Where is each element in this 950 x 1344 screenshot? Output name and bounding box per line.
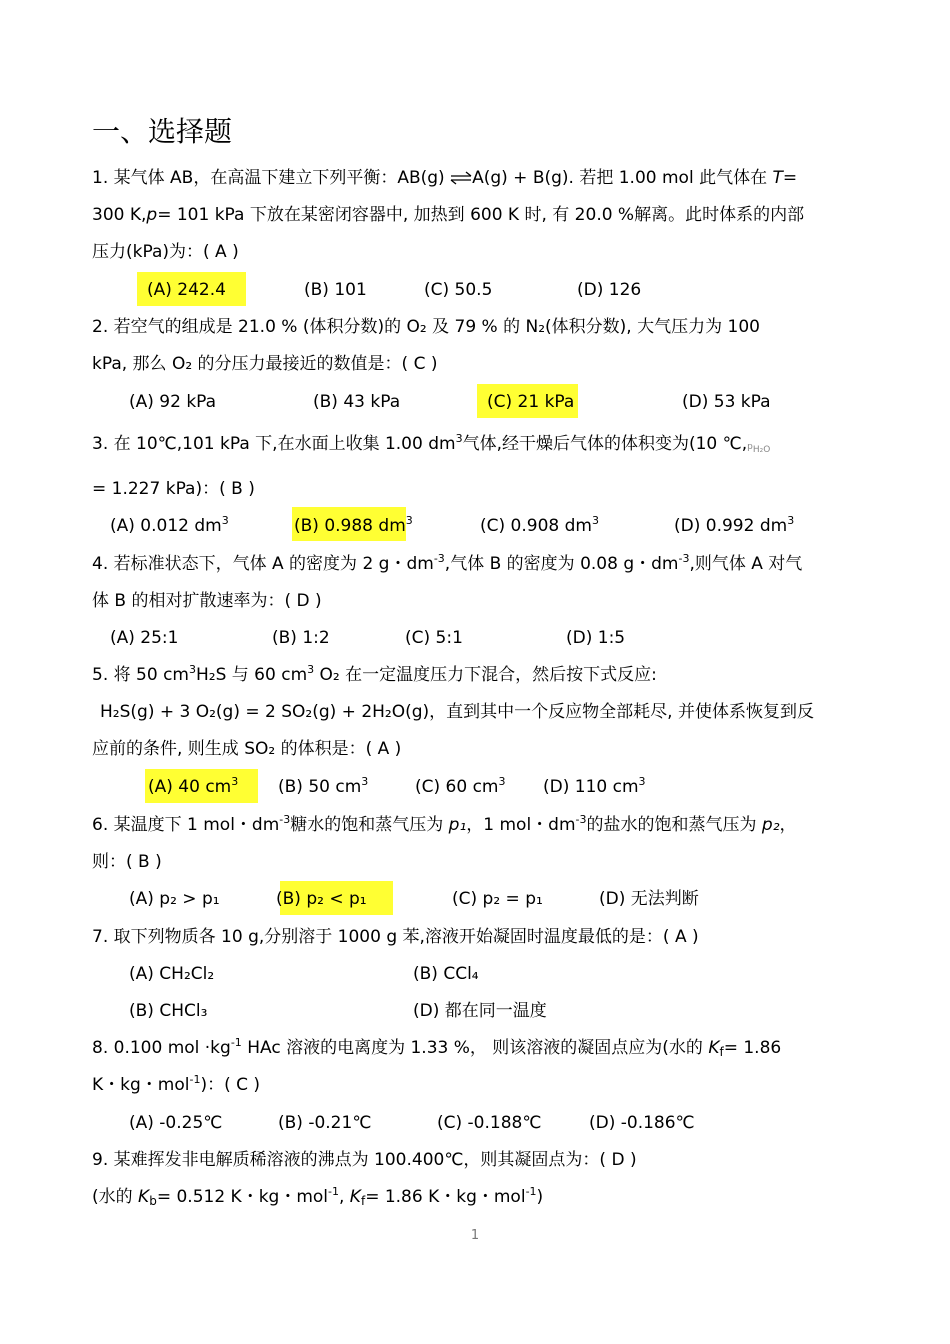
q6-option-c: (C) p₂ = p₁ <box>452 889 543 909</box>
q4-option-b: (B) 1:2 <box>272 628 330 648</box>
section-heading: 一、选择题 <box>92 115 233 148</box>
q8-option-d: (D) -0.186℃ <box>589 1113 695 1133</box>
q1-option-b: (B) 101 <box>304 280 367 300</box>
q1-line1: 1. 某气体 AB，在高温下建立下列平衡：AB(g) A(g) + B(g). 若把 1.00 mol 此气体在 T= <box>92 168 798 188</box>
q1-option-a: (A) 242.4 <box>147 280 226 300</box>
q1-line3: 压力(kPa)为：( A ) <box>92 242 239 262</box>
q6-option-a: (A) p₂ > p₁ <box>129 889 220 909</box>
q3-option-a: (A) 0.012 $dm^3$ <box>110 514 229 536</box>
q2-line2: kPa, 那么 O₂ 的分压力最接近的数值是：( C ) <box>92 354 438 374</box>
q6-line1: 6. 某温度下 1 mol・$dm^{-3}$糖水的饱和蒸气压为 p₁，1 mol・$dm^{-3}$的盐水的饱和蒸气压为 p₂， <box>92 813 797 835</box>
q4-option-c: (C) 5:1 <box>405 628 463 648</box>
q7-option-b: (B) CCl₄ <box>413 964 479 984</box>
q8-option-c: (C) -0.188℃ <box>437 1113 542 1133</box>
q9-line1: 9. 某难挥发非电解质稀溶液的沸点为 100.400℃，则其凝固点为：( D ) <box>92 1150 637 1170</box>
q5-option-a: (A) 40 $cm^3$ <box>148 775 239 797</box>
q2-line1: 2. 若空气的组成是 21.0 % (体积分数)的 O₂ 及 79 % 的 N₂(体积分数), 大气压力为 100 <box>92 317 760 337</box>
q8-line2: K・kg・mol$^{-1}$)：( C ) <box>92 1073 261 1095</box>
page-number: 1 <box>470 1228 480 1243</box>
q5-option-b: (B) 50 $cm^3$ <box>278 775 369 797</box>
q7-option-a: (A) CH₂Cl₂ <box>129 964 215 984</box>
q5-line1: 5. 将 50 $cm^3H_2S$ 与 60 $cm^3$ O₂ 在一定温度压力下混合，然后按下式反应: <box>92 663 657 685</box>
q3-line1: 3. 在 10℃,101 kPa 下,在水面上收集 1.00 $dm^3$气体,经干燥后气体的体积变为(10 $℃,p_{H_2O}$ <box>92 432 771 455</box>
q4-line2: 体 B 的相对扩散速率为：( D ) <box>92 591 322 611</box>
q4-line1: 4. 若标准状态下，气体 A 的密度为 2 g・$dm^{-3}$,气体 B 的密度为 0.08 g・$dm^{-3}$,则气体 A 对气 <box>92 552 803 574</box>
equilibrium-arrow-icon <box>450 171 472 185</box>
q2-option-a: (A) 92 kPa <box>129 392 217 412</box>
q7-line1: 7. 取下列物质各 10 g,分别溶于 1000 g 苯,溶液开始凝固时温度最低的是：( A ) <box>92 927 699 947</box>
q8-option-b: (B) -0.21℃ <box>278 1113 372 1133</box>
q1-line2: 300 K,p= 101 kPa 下放在某密闭容器中, 加热到 600 K 时, 有 20.0 %解离。此时体系的内部 <box>92 205 805 225</box>
q2-option-c: (C) 21 kPa <box>487 392 575 412</box>
q5-option-c: (C) 60 $cm^3$ <box>415 775 506 797</box>
q3-line2: = 1.227 kPa)：( B ) <box>92 479 255 499</box>
q1-option-c: (C) 50.5 <box>424 280 493 300</box>
q6-line2: 则：( B ) <box>92 852 162 872</box>
q5-line2: H₂S(g) + 3 O₂(g) = 2 SO₂(g) + 2H₂O(g)，直到其中一个反应物全部耗尽, 并使体系恢复到反 <box>100 702 814 722</box>
q5-option-d: (D) 110 $cm^3$ <box>543 775 646 797</box>
q5-line3: 应前的条件, 则生成 SO₂ 的体积是：( A ) <box>92 739 402 759</box>
q8-line1: 8. 0.100 mol $\cdot kg^{-1}$ HAc 溶液的电离度为 1.33 %， 则该溶液的凝固点应为(水的 $K_f= 1.86$ <box>92 1036 782 1059</box>
q3-option-d: (D) 0.992 $dm^3$ <box>674 514 795 536</box>
q7-option-c: (B) CHCl₃ <box>129 1001 208 1021</box>
q3-option-c: (C) 0.908 $dm^3$ <box>480 514 599 536</box>
q6-option-b: (B) p₂ < p₁ <box>276 889 367 909</box>
q4-option-d: (D) 1:5 <box>566 628 626 648</box>
q1-option-d: (D) 126 <box>577 280 642 300</box>
q3-option-b: (B) 0.988 $dm^3$ <box>294 514 413 536</box>
q9-line2: (水的 $K_b= 0.512$ K・kg・mol$^{-1}$, $K_f= 1.86$ K・kg・mol$^{-1}$) <box>92 1185 544 1208</box>
q6-option-d: (D) 无法判断 <box>599 889 699 909</box>
q8-option-a: (A) -0.25℃ <box>129 1113 223 1133</box>
q7-option-d: (D) 都在同一温度 <box>413 1001 547 1021</box>
q2-option-b: (B) 43 kPa <box>313 392 401 412</box>
q2-option-d: (D) 53 kPa <box>682 392 771 412</box>
q4-option-a: (A) 25:1 <box>110 628 179 648</box>
